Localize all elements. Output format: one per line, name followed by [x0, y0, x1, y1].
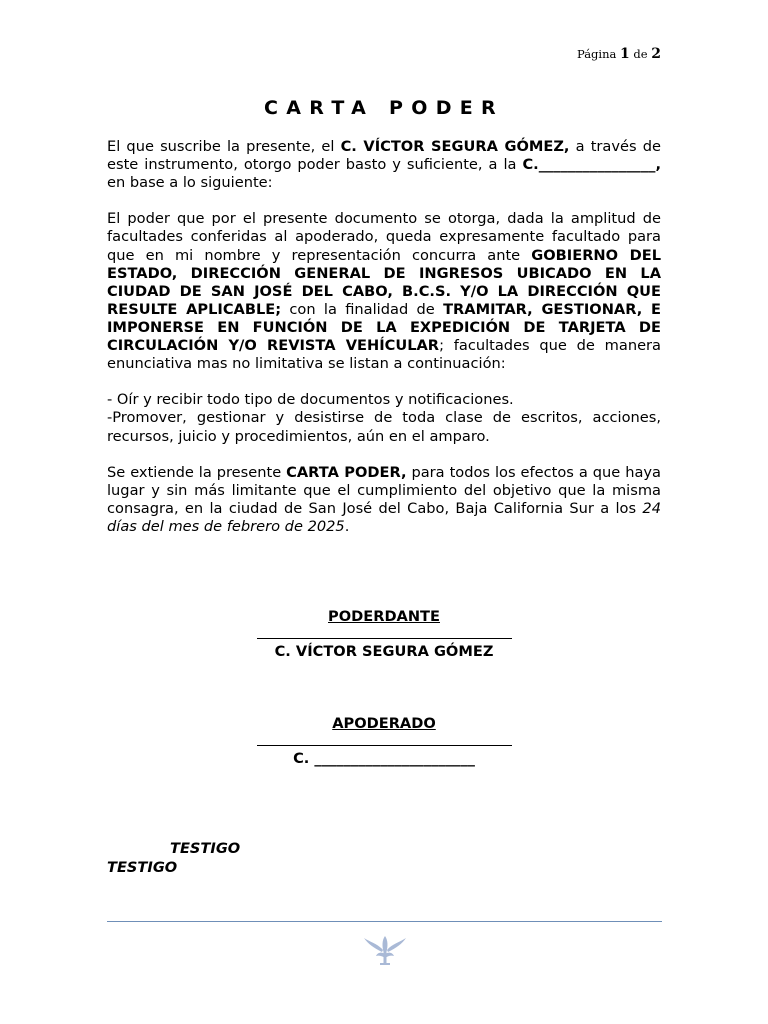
closing-paragraph — [107, 464, 661, 536]
authority-name: GOBIERNO DEL ESTADO, DIRECCIÓN GENERAL DE INGRESOS UBICADO EN LA CIUDAD DE SAN JOSÉ DEL CABO, B.C.S. Y/O LA DIRECCIÓN QUE RESULTE APLICABLE; — [107, 246, 661, 318]
document-date: 24 días del mes de febrero de 2025 — [107, 499, 661, 535]
document-body — [107, 96, 661, 877]
signature-line — [257, 628, 512, 639]
page-word: Página — [576, 47, 617, 61]
powers-paragraph — [107, 210, 661, 373]
intro-text-2: a través de este instrumento, otorgo poder basto y suficiente, a la — [107, 138, 661, 174]
attorney-blank: C.________________, — [522, 156, 661, 174]
powers-text-1: El poder que por el presente documento se otorga, dada la amplitud de facultades conferidas al apoderado, queda expresamente facultado para que en mi nombre y representación concurra ante — [107, 210, 661, 264]
carta-poder-inline: CARTA PODER, — [286, 463, 407, 481]
purpose-text: TRAMITAR, GESTIONAR, E IMPONERSE EN FUNCIÓN DE LA EXPEDICIÓN DE TARJETA DE CIRCULACIÓN Y/O REVISTA VEHÍCULAR — [107, 300, 661, 355]
powers-text-2: con la finalidad de — [281, 300, 444, 318]
attorney-name: C. ______________________ — [293, 750, 475, 768]
intro-text-3: en base a lo siguiente: — [107, 174, 273, 192]
page-number — [577, 46, 661, 62]
intro-paragraph — [107, 138, 661, 192]
powers-text-3: ; facultades que de manera enunciativa mas no limitativa se listan a continuación: — [107, 337, 661, 373]
grantor-name: C. VÍCTOR SEGURA GÓMEZ — [274, 643, 494, 661]
list-item: - Oír y recibir todo tipo de documentos y notificaciones. — [107, 391, 514, 409]
closing-text-2: para todos los efectos a que haya lugar y sin más limitante que el cumplimiento del objetivo que la misma consagra, en la ciudad de San José del Cabo, Baja California Sur a los — [107, 463, 661, 517]
grantor-role: PODERDANTE — [328, 608, 440, 626]
intro-text-1: El que suscribe la presente, el — [107, 138, 341, 155]
attorney-signature — [107, 715, 661, 768]
grantor-name-inline: C. VÍCTOR SEGURA GÓMEZ, — [340, 138, 570, 155]
page-of: de — [633, 47, 648, 61]
signature-line — [257, 735, 512, 746]
witness-1: TESTIGO — [170, 840, 241, 858]
document-title: CARTA PODER — [264, 97, 504, 119]
page-current: 1 — [620, 46, 630, 62]
witness-2: TESTIGO — [107, 858, 178, 876]
fleur-de-lis-icon — [362, 930, 408, 970]
page-total: 2 — [651, 46, 661, 62]
closing-text-3: . — [344, 517, 350, 535]
attorney-role: APODERADO — [332, 715, 436, 733]
footer-rule — [107, 921, 662, 922]
closing-text-1: Se extiende la presente — [107, 463, 287, 481]
grantor-signature — [107, 608, 661, 661]
list-item: -Promover, gestionar y desistirse de toda clase de escritos, acciones, recursos, juicio y procedimientos, aún en el amparo. — [107, 409, 661, 445]
